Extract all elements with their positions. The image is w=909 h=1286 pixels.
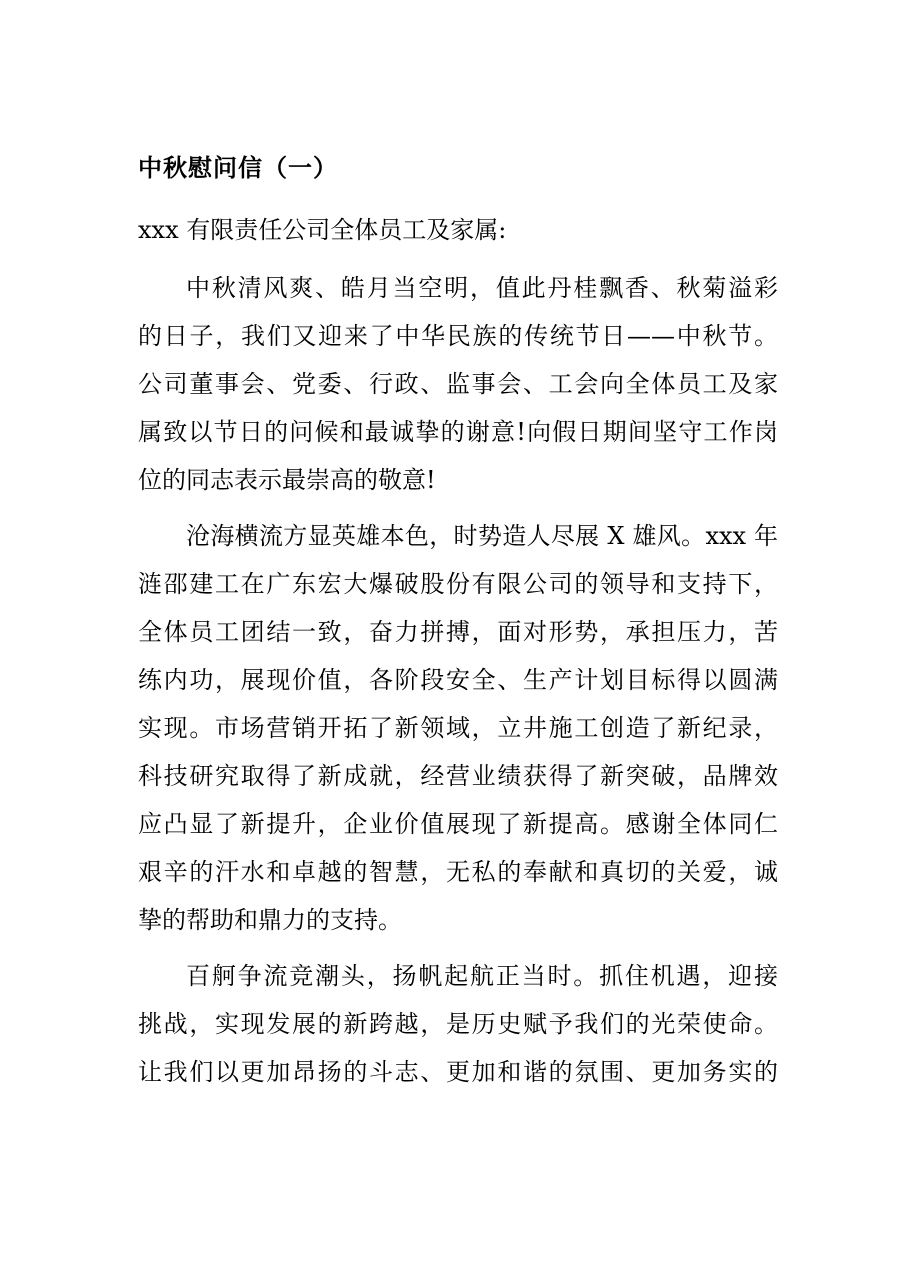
paragraph-line: 涟邵建工在广东宏大爆破股份有限公司的领导和支持下， [138,570,778,598]
paragraph-line: 中秋清风爽、皓月当空明，值此丹桂飘香、秋菊溢彩 [186,274,778,302]
paragraph-line: 公司董事会、党委、行政、监事会、工会向全体员工及家 [138,370,778,398]
paragraph-line: 让我们以更加昂扬的斗志、更加和谐的氛围、更加务实的 [138,1058,778,1086]
paragraph-2 [138,512,778,944]
paragraph-line: 全体员工团结一致，奋力拼搏，面对形势，承担压力，苦 [138,618,778,646]
paragraph-3 [138,952,778,1096]
paragraph-line: 的日子，我们又迎来了中华民族的传统节日——中秋节。 [138,322,778,350]
paragraph-line: 挑战，实现发展的新跨越，是历史赋予我们的光荣使命。 [138,1010,778,1038]
paragraph-line: 位的同志表示最崇高的敬意! [138,466,436,494]
paragraph-line: 实现。市场营销开拓了新领域，立井施工创造了新纪录， [138,714,778,742]
letter-title: 中秋慰问信（一） [138,154,338,182]
paragraph-1 [138,264,778,504]
paragraph-line: 百舸争流竞潮头，扬帆起航正当时。抓住机遇，迎接 [186,962,778,990]
paragraph-line: 艰辛的汗水和卓越的智慧，无私的奉献和真切的关爱，诚 [138,858,778,886]
paragraph-line: 练内功，展现价值，各阶段安全、生产计划目标得以圆满 [138,666,778,694]
paragraph-line: 沧海横流方显英雄本色，时势造人尽展 X 雄风。xxx 年 [186,522,778,550]
letter-salutation: xxx 有限责任公司全体员工及家属: [138,216,507,244]
paragraph-line: 科技研究取得了新成就，经营业绩获得了新突破，品牌效 [138,762,778,790]
paragraph-line: 应凸显了新提升，企业价值展现了新提高。感谢全体同仁 [138,810,778,838]
paragraph-line: 挚的帮助和鼎力的支持。 [138,906,402,934]
paragraph-line: 属致以节日的问候和最诚挚的谢意!向假日期间坚守工作岗 [138,418,778,446]
